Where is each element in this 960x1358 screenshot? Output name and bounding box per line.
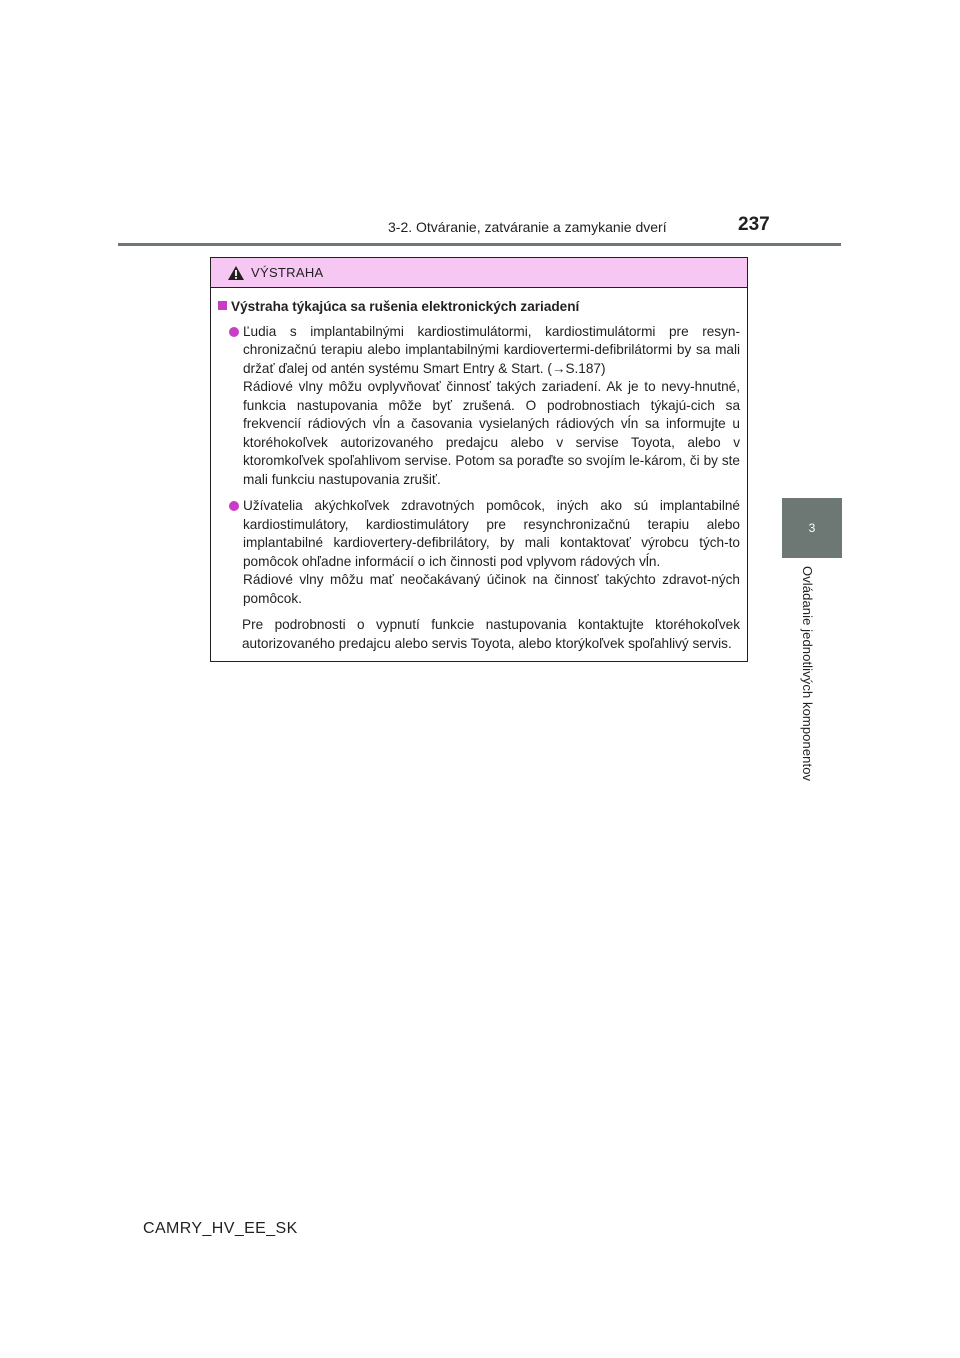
warning-triangle-icon bbox=[227, 265, 245, 281]
list-item-paragraph: Rádiové vlny môžu ovplyvňovať činnosť takých zariadení. Ak je to nevy-hnutné, funkcia nastupovania môže byť zrušená. O podrobnostiach týkajú-cich sa frekvencií rádiových vĺn a časovania vysielaných rádiových vĺn sa informujte u ktoréhokoľvek autorizovaného predajcu alebo v servise Toyota, alebo v ktoromkoľvek spoľahlivom servise. Potom sa poraďte so svojím le-károm, či by ste mali funkciu nastupovania zrušiť. bbox=[243, 379, 740, 487]
warning-header bbox=[211, 258, 747, 288]
chapter-number: 3 bbox=[808, 521, 816, 535]
list-item-text bbox=[243, 323, 740, 490]
chapter-tab bbox=[782, 498, 842, 558]
warning-section-title-text: Výstraha týkajúca sa rušenia elektronických zariadení bbox=[231, 299, 580, 314]
header-divider bbox=[118, 243, 841, 246]
list-item-paragraph: Ľudia s implantabilnými kardiostimulátormi, kardiostimulátormi pre resyn-chronizačnú terapiu alebo implantabilnými kardiovertermi-defibrilátormi by sa mali držať ďalej od antén systému Smart Entry & Start. (→S.187) bbox=[243, 323, 740, 376]
list-item bbox=[218, 323, 740, 490]
list-item-paragraph: Rádiové vlny môžu mať neočakávaný účinok na činnosť takýchto zdravot-ných pomôcok. bbox=[243, 572, 740, 606]
side-bar-spacer bbox=[782, 246, 842, 498]
model-code: CAMRY_HV_EE_SK bbox=[143, 1220, 298, 1237]
list-item-text bbox=[243, 497, 740, 608]
list-item bbox=[218, 497, 740, 608]
closing-paragraph: Pre podrobnosti o vypnutí funkcie nastupovania kontaktujte ktoréhokoľvek autorizovaného predajcu alebo servis Toyota, alebo ktorýkoľvek spoľahlivý servis. bbox=[242, 617, 740, 651]
warning-label: VÝSTRAHA bbox=[251, 265, 324, 280]
list-item-paragraph: Užívatelia akýchkoľvek zdravotných pomôcok, iných ako sú implantabilné kardiostimulátory, kardiostimulátory pre resynchronizačnú terapiu alebo implantabilné kardiovertery-defibrilátory, by mali kontaktovať výrobcu tých-to pomôcok ohľadne informácií o ich činnosti pod vplyvom rádových vĺn. bbox=[243, 498, 740, 569]
section-title-header: 3-2. Otváranie, zatváranie a zamykanie dverí bbox=[388, 219, 667, 235]
square-bullet-icon bbox=[218, 301, 227, 310]
warning-section-title bbox=[218, 298, 740, 317]
chapter-label: Ovládanie jednotlivých komponentov bbox=[800, 566, 815, 782]
round-bullet-icon bbox=[229, 501, 239, 511]
warning-box bbox=[210, 257, 748, 662]
warning-body bbox=[211, 288, 747, 653]
page-number: 237 bbox=[738, 214, 770, 235]
round-bullet-icon bbox=[229, 327, 239, 337]
